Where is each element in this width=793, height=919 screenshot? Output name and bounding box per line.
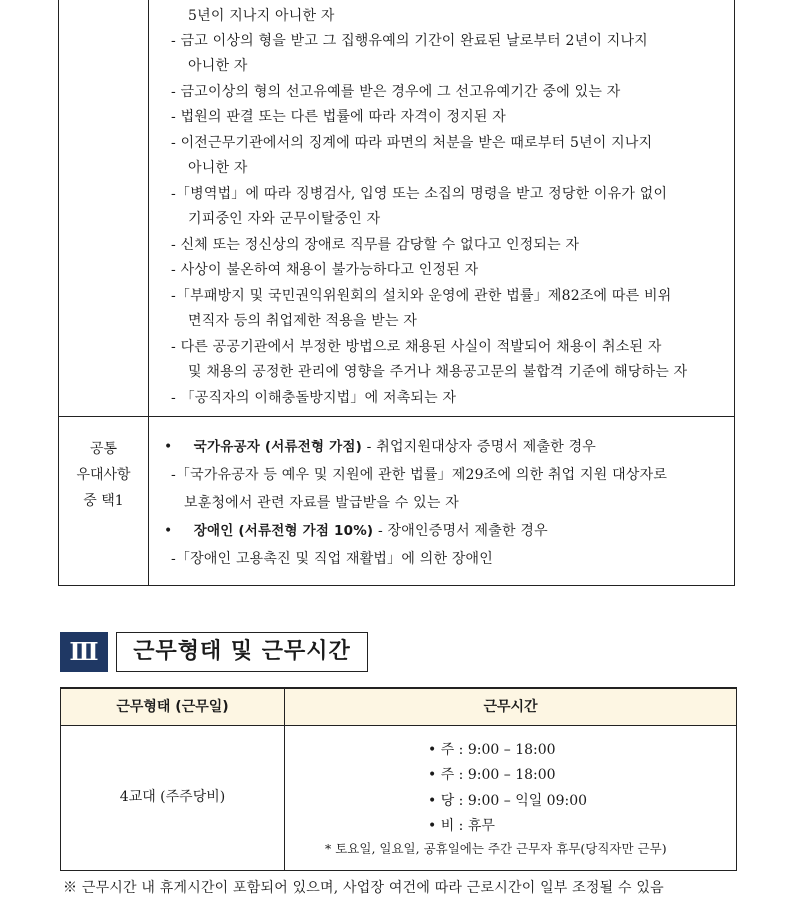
column-divider	[148, 0, 149, 585]
restriction-line: - 다른 공공기관에서 부정한 방법으로 채용된 사실이 적발되어 채용이 취소된 자	[171, 339, 662, 355]
restriction-line: - 법원의 판결 또는 다른 법률에 따라 자격이 정지된 자	[171, 109, 506, 125]
preference-item-disabled	[164, 522, 548, 540]
bullet-icon: •	[164, 439, 173, 455]
restriction-line: -「부패방지 및 국민권익위원회의 설치와 운영에 관한 법률」제82조에 따른 비위	[171, 288, 672, 304]
schedule-line: • 주 : 9:00 – 18:00	[428, 767, 556, 783]
restriction-line: 기피중인 자와 군무이탈중인 자	[188, 211, 381, 227]
disabled-title: 장애인 (서류전형 가점 10%)	[193, 523, 374, 539]
veteran-sub-line: 보훈청에서 관련 자료를 발급받을 수 있는 자	[184, 495, 459, 511]
work-schedule-table	[60, 687, 737, 871]
footnote: ※ 근무시간 내 휴게시간이 포함되어 있으며, 사업장 여건에 따라 근로시간이 일부 조정될 수 있음	[63, 880, 664, 896]
row-divider	[59, 416, 734, 417]
veteran-sub-line: -「국가유공자 등 예우 및 지원에 관한 법률」제29조에 의한 취업 지원 대상자로	[171, 467, 668, 483]
veteran-desc: - 취업지원대상자 증명서 제출한 경우	[361, 439, 597, 455]
restriction-line: - 이전근무기관에서의 징계에 따라 파면의 처분을 받은 때로부터 5년이 지나지	[171, 135, 653, 151]
restriction-line: - 신체 또는 정신상의 장애로 직무를 감당할 수 없다고 인정되는 자	[171, 237, 580, 253]
schedule-note: * 토요일, 일요일, 공휴일에는 주간 근무자 휴무(당직자만 근무)	[325, 841, 667, 856]
schedule-line: • 비 : 휴무	[428, 818, 495, 834]
header-work-hours: 근무시간	[483, 699, 538, 715]
restriction-line: 아니한 자	[188, 160, 248, 176]
section-title: 근무형태 및 근무시간	[116, 632, 368, 672]
section-number: Ⅲ	[60, 632, 108, 672]
work-type-value: 4교대 (주주당비)	[119, 789, 226, 805]
veteran-title: 국가유공자 (서류전형 가점)	[193, 439, 362, 455]
restriction-line: - 금고 이상의 형을 받고 그 집행유예의 기간이 완료된 날로부터 2년이 지나지	[171, 33, 648, 49]
eligibility-table	[58, 0, 735, 586]
restriction-line: 및 채용의 공정한 관리에 영향을 주거나 채용공고문의 불합격 기준에 해당하는 자	[188, 364, 688, 380]
schedule-line: • 주 : 9:00 – 18:00	[428, 742, 556, 758]
preference-category: 공통 우대사항 중 택1	[76, 441, 131, 509]
restriction-line: - 금고이상의 형의 선고유예를 받은 경우에 그 선고유예기간 중에 있는 자	[171, 84, 621, 100]
schedule-line: • 당 : 9:00 – 익일 09:00	[428, 793, 588, 809]
restriction-line: 아니한 자	[188, 58, 248, 74]
restriction-line: 면직자 등의 취업제한 적용을 받는 자	[188, 313, 418, 329]
header-work-type: 근무형태 (근무일)	[116, 699, 229, 715]
restriction-line: - 사상이 불온하여 채용이 불가능하다고 인정된 자	[171, 262, 479, 278]
restriction-line: - 「공직자의 이해충돌방지법」에 저촉되는 자	[171, 390, 457, 406]
disabled-sub-line: -「장애인 고용촉진 및 직업 재활법」에 의한 장애인	[171, 551, 493, 567]
bullet-icon: •	[164, 523, 173, 539]
disabled-desc: - 장애인증명서 제출한 경우	[373, 523, 548, 539]
preference-item-veteran	[164, 438, 596, 456]
restriction-line: -「병역법」에 따라 징병검사, 입영 또는 소집의 명령을 받고 정당한 이유가 없이	[171, 186, 668, 202]
restriction-line: 5년이 지나지 아니한 자	[188, 8, 335, 24]
